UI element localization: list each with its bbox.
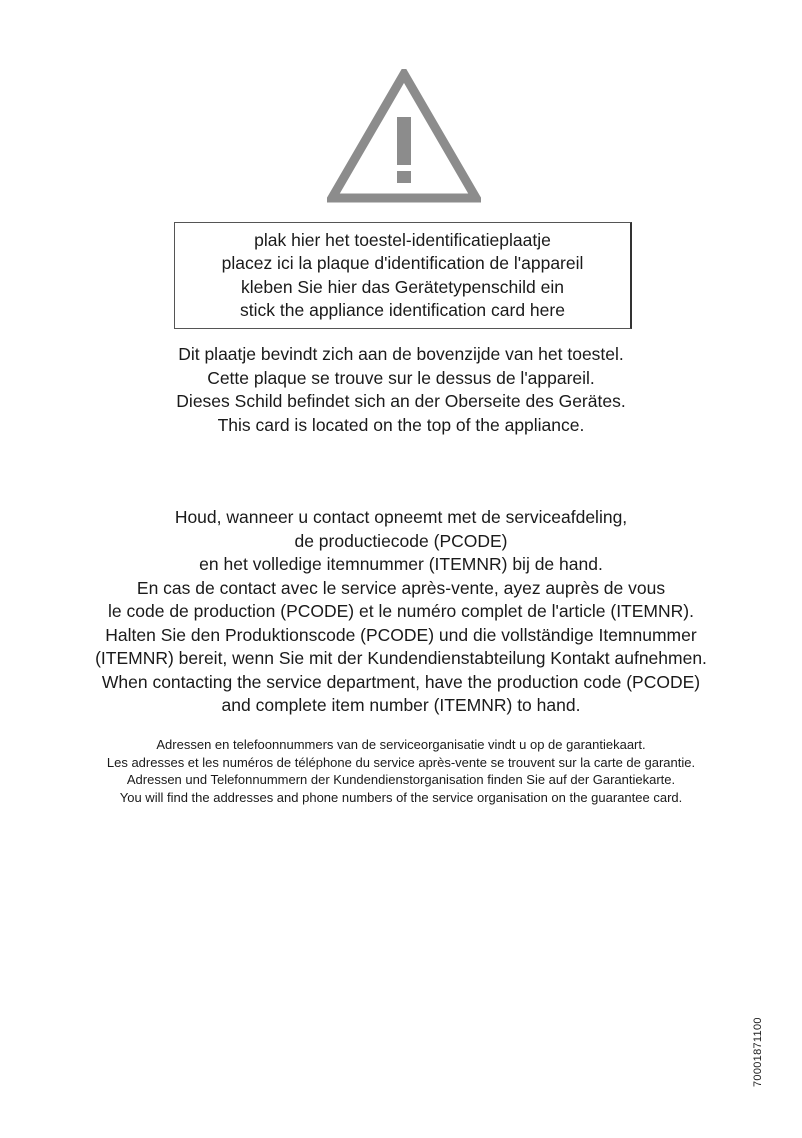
contact-note-line: When contacting the service department, have the production code (PCODE) [101,671,701,692]
addresses-note-line-nl: Adressen en telefoonnummers van de serviceorganisatie vindt u op de garantiekaart. [156,737,646,752]
identification-box-line-nl: plak hier het toestel-identificatieplaatje [254,229,551,250]
contact-note-line: and complete item number (ITEMNR) to hand. [221,695,581,715]
warning-triangle-icon [327,69,481,203]
identification-box-line-fr: placez ici la plaque d'identification de l'appareil [221,253,584,273]
contact-note-line: de productiecode (PCODE) [294,530,508,551]
addresses-note-line-fr: Les adresses et les numéros de téléphone du service après-vente se trouvent sur la carte de garantie. [106,754,696,770]
identification-box-line-de: kleben Sie hier das Gerätetypenschild ein [241,276,564,297]
addresses-note-line-de: Adressen und Telefonnummern der Kundendienstorganisation finden Sie auf der Garantiekarte. [126,772,676,787]
document-number: 70001871100 [752,1017,764,1087]
addresses-note-line-en: You will find the addresses and phone numbers of the service organisation on the guarantee card. [119,789,683,805]
location-note [0,343,802,437]
location-note-line-fr: Cette plaque se trouve sur le dessus de l'appareil. [207,367,595,388]
addresses-note [0,736,802,806]
contact-note-line: Houd, wanneer u contact opneemt met de serviceafdeling, [174,507,628,527]
contact-note-line: (ITEMNR) bereit, wenn Sie mit der Kundendienstabteilung Kontakt aufnehmen. [95,648,707,668]
identification-plate-box [174,222,632,329]
identification-box-line-en: stick the appliance identification card here [240,300,565,320]
contact-note-line: le code de production (PCODE) et le numéro complet de l'article (ITEMNR). [108,601,694,621]
contact-note-line: en het volledige itemnummer (ITEMNR) bij de hand. [199,554,603,574]
contact-note-line: Halten Sie den Produktionscode (PCODE) und die vollständige Itemnummer [105,624,697,645]
contact-note [0,506,802,718]
location-note-line-de: Dieses Schild befindet sich an der Oberseite des Gerätes. [176,391,626,411]
contact-note-line: En cas de contact avec le service après-vente, ayez auprès de vous [136,577,666,598]
location-note-line-nl: Dit plaatje bevindt zich aan de bovenzijde van het toestel. [178,344,624,364]
location-note-line-en: This card is located on the top of the appliance. [217,414,585,435]
